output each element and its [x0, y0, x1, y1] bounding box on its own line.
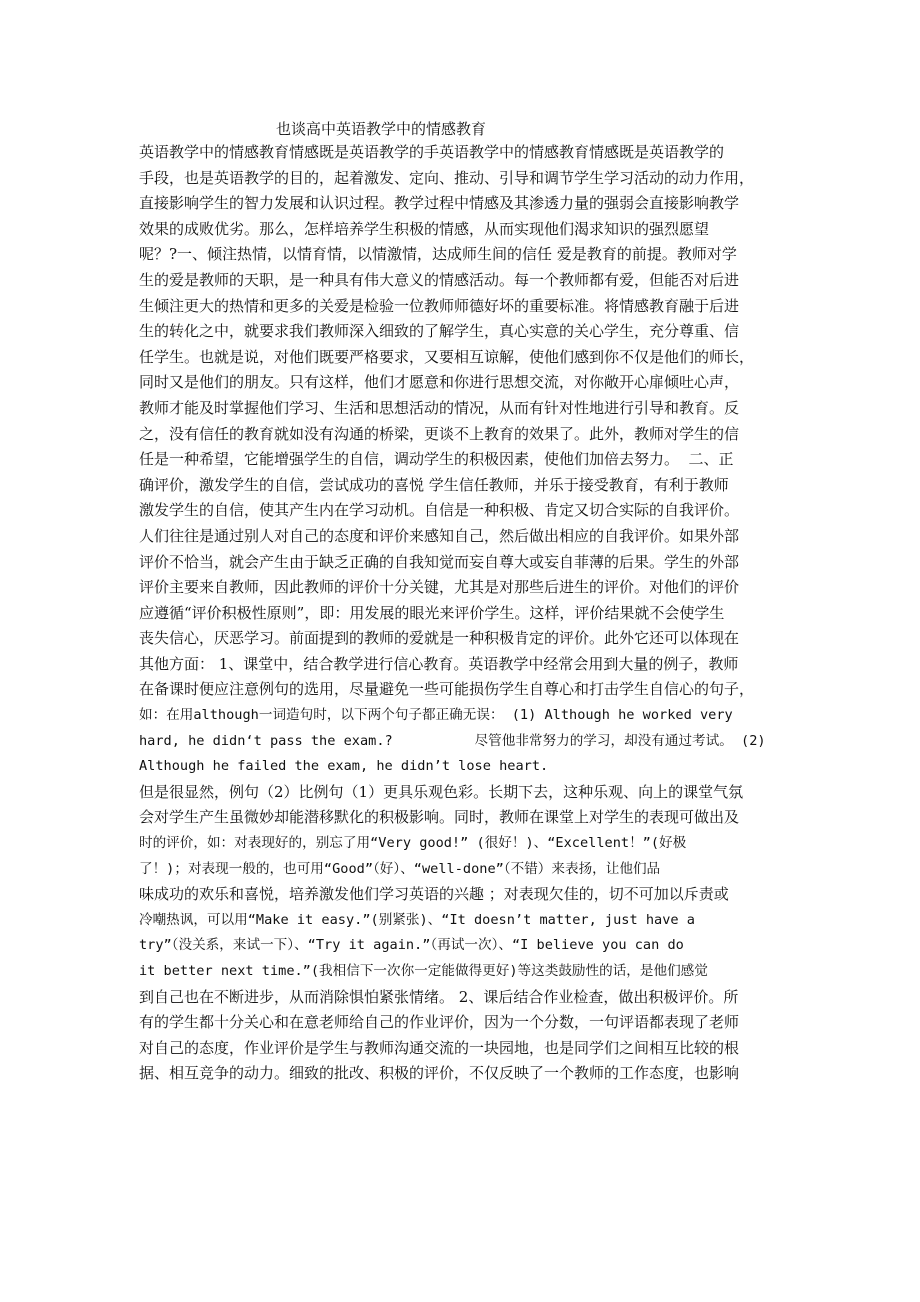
- text-line: 其他方面： 1、课堂中，结合教学进行信心教育。英语教学中经常会用到大量的例子，教师: [139, 654, 739, 673]
- text-line: 评价不恰当，就会产生由于缺乏正确的自我知觉而妄自尊大或妄自菲薄的后果。学生的外部: [139, 552, 740, 571]
- text-line: 有的学生都十分关心和在意老师给自己的作业评价，因为一个分数，一句评语都表现了老师: [139, 1013, 740, 1032]
- text-line: 对自己的态度，作业评价是学生与教师沟通交流的一块园地，也是同学们之间相互比较的根: [139, 1038, 740, 1057]
- text-line: 时的评价，如：对表现好的，别忘了用“Very good!” (很好！)、“Excellent！”(好极: [139, 835, 687, 852]
- text-line: 英语教学中的情感教育情感既是英语教学的手英语教学中的情感教育情感既是英语教学的: [139, 143, 725, 161]
- text-line: 教师才能及时掌握他们学习、生活和思想活动的情况，从而有针对性地进行引导和教育。反: [139, 398, 740, 417]
- text-line: 到自己也在不断进步，从而消除惧怕紧张情绪。 2、课后结合作业检查，做出积极评价。所: [139, 987, 739, 1006]
- text-line: Although he failed the exam, he didn’t lose heart.: [139, 758, 549, 775]
- text-line: 直接影响学生的智力发展和认识过程。教学过程中情感及其渗透力量的强弱会直接影响教学: [139, 194, 740, 213]
- text-line: 手段，也是英语教学的目的，起着激发、定向、推动、引导和调节学生学习活动的动力作用，: [139, 168, 755, 187]
- text-line: 评价主要来自教师，因此教师的评价十分关键，尤其是对那些后进生的评价。对他们的评价: [139, 578, 740, 597]
- text-line: 生的爱是教师的天职，是一种具有伟大意义的情感活动。每一个教师都有爱，但能否对后进: [139, 270, 740, 289]
- text-line: 之，没有信任的教育就如没有沟通的桥梁，更谈不上教育的效果了。此外，教师对学生的信: [139, 424, 740, 443]
- text-line: 应遵循“评价积极性原则”，即：用发展的眼光来评价学生。这样，评价结果就不会使学生: [139, 603, 725, 622]
- text-line: try”（没关系，来试一下）、“Try it again.”（再试一次）、“I believe you can do: [139, 937, 684, 954]
- text-line: 味成功的欢乐和喜悦，培养激发他们学习英语的兴趣 ；对表现欠佳的，切不可加以斥责或: [139, 885, 729, 904]
- text-line: 会对学生产生虽微妙却能潜移默化的积极影响。同时，教师在课堂上对学生的表现可做出及: [139, 808, 740, 827]
- text-line: 如：在用although一词造句时，以下两个句子都正确无误： (1) Although he worked very: [139, 707, 733, 724]
- text-line: 人们往往是通过别人对自己的态度和评价来感知自己，然后做出相应的自我评价。如果外部: [139, 526, 740, 545]
- text-line: 生的转化之中，就要求我们教师深入细致的了解学生，真心实意的关心学生，充分尊重、信: [139, 322, 740, 341]
- text-line: 但是很显然，例句（2）比例句（1）更具乐观色彩。长期下去，这种乐观、向上的课堂气氛: [139, 782, 744, 801]
- text-line: 任学生。也就是说，对他们既要严格要求，又要相互谅解，使他们感到你不仅是他们的师长，: [139, 347, 755, 366]
- text-line: 任是一种希望，它能增强学生的自信，调动学生的积极因素，使他们加倍去努力。 二、正: [139, 450, 734, 469]
- text-line: 了！)；对表现一般的，也可用“Good”（好）、“well-done”（不错）来表扬，让他们品: [139, 860, 661, 877]
- text-line: hard, he didn‘t pass the exam.? 尽管他非常努力的学习，却没有通过考试。 (2): [139, 732, 766, 749]
- text-line: 冷嘲热讽，可以用“Make it easy.”(别紧张)、“It doesn’t matter, just have a: [139, 911, 695, 928]
- text-line: it better next time.”(我相信下一次你一定能做得更好)等这类鼓励性的话，是他们感觉: [139, 963, 708, 979]
- text-line: 同时又是他们的朋友。只有这样，他们才愿意和你进行思想交流，对你敞开心扉倾吐心声，: [139, 373, 740, 392]
- text-line: 在备课时便应注意例句的选用，尽量避免一些可能损伤学生自尊心和打击学生自信心的句子，: [139, 680, 755, 699]
- text-line: 生倾注更大的热情和更多的关爱是检验一位教师师德好坏的重要标准。将情感教育融于后进: [139, 296, 740, 315]
- text-line: 呢？?一、倾注热情，以情育情，以情激情，达成师生间的信任 爱是教育的前提。教师对学: [139, 245, 737, 264]
- text-line: 丧失信心，厌恶学习。前面提到的教师的爱就是一种积极肯定的评价。此外它还可以体现在: [139, 629, 740, 648]
- document-title: 也谈高中英语教学中的情感教育: [276, 120, 487, 138]
- text-line: 确评价，激发学生的自信，尝试成功的喜悦 学生信任教师，并乐于接受教育，有利于教师: [139, 475, 729, 494]
- text-line: 激发学生的自信，使其产生内在学习动机。自信是一种积极、肯定又切合实际的自我评价。: [139, 501, 740, 520]
- text-line: 效果的成败优劣。那么，怎样培养学生积极的情感，从而实现他们渴求知识的强烈愿望: [139, 219, 710, 238]
- text-line: 据、相互竞争的动力。细致的批改、积极的评价，不仅反映了一个教师的工作态度，也影响: [139, 1064, 740, 1083]
- document-body: [139, 140, 819, 1087]
